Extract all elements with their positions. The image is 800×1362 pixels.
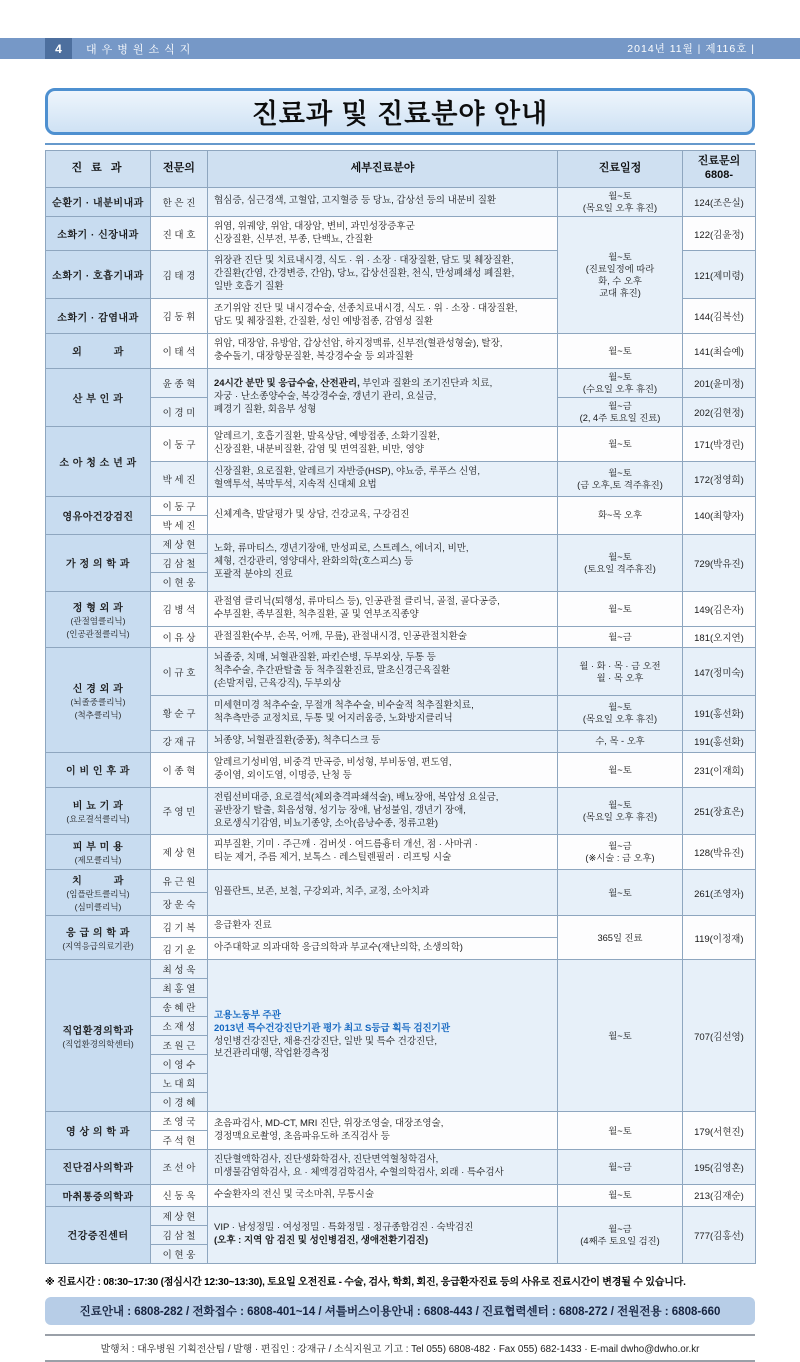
department-name: 응 급 의 학 과 bbox=[66, 927, 130, 939]
doctor-name-cell: 최 성 욱 bbox=[151, 960, 208, 979]
schedule-cell: 월~토 bbox=[558, 870, 683, 916]
specialty-cell: 협심증, 심근경색, 고혈압, 고지혈증 등 당뇨, 갑상선 등의 내분비 질환 bbox=[208, 187, 558, 216]
doctor-name-cell: 한 은 진 bbox=[151, 187, 208, 216]
table-row bbox=[46, 960, 756, 979]
phone-contact-cell: 119(이정재) bbox=[683, 916, 756, 960]
schedule-cell: 월~토 (목요일 오후 휴진) bbox=[558, 187, 683, 216]
schedule-cell: 월~토 (토요일 격주휴진) bbox=[558, 534, 683, 591]
table-row bbox=[46, 696, 756, 731]
specialty-cell: VIP · 남성정밀 · 여성정밀 · 특화정밀 · 정규종합검진 · 숙박검진 (오후 : 지역 암 검진 및 성인병검진, 생애전환기검진) bbox=[208, 1206, 558, 1263]
table-row bbox=[46, 1184, 756, 1206]
table-header bbox=[46, 151, 756, 188]
department-cell bbox=[46, 299, 151, 334]
phone-contact-cell: 144(김복선) bbox=[683, 299, 756, 334]
table-row bbox=[46, 626, 756, 648]
table-row bbox=[46, 461, 756, 496]
doctor-name-cell: 이 동 구 bbox=[151, 427, 208, 462]
doctor-name-cell: 이 현 웅 bbox=[151, 1244, 208, 1263]
doctor-name-cell: 김 동 휘 bbox=[151, 299, 208, 334]
phone-contact-cell: 231(이재희) bbox=[683, 752, 756, 787]
specialty-cell: 전립선비대증, 요로결석(체외충격파쇄석술), 배뇨장애, 복압성 요실금, 골반장기 탈출, 회음성형, 성기능 장애, 남성불임, 갱년기 장애, 요로생식기감염, 비뇨기종양, 소아(음낭수종, 정류고환) bbox=[208, 787, 558, 835]
table-row bbox=[46, 731, 756, 753]
department-cell bbox=[46, 960, 151, 1112]
department-cell bbox=[46, 752, 151, 787]
doctor-name-cell: 황 순 구 bbox=[151, 696, 208, 731]
newsletter-title: 대우병원소식지 bbox=[86, 43, 196, 56]
department-name: 정 형 외 과 bbox=[72, 603, 124, 615]
phone-contact-cell: 195(김영혼) bbox=[683, 1150, 756, 1185]
doctor-name-cell: 신 동 욱 bbox=[151, 1184, 208, 1206]
specialty-cell: 알레르기, 호흡기질환, 발육상담, 예방접종, 소화기질환, 신장질환, 내분비질환, 감염 및 면역질환, 비만, 영양 bbox=[208, 427, 558, 462]
doctor-name-cell: 윤 종 혁 bbox=[151, 368, 208, 397]
department-name: 직업환경의학과 bbox=[62, 1025, 134, 1037]
specialty-cell: 조기위암 진단 및 내시경수술, 선종치료내시경, 식도 · 위 · 소장 · 대장질환, 담도 및 췌장질환, 간질환, 성인 예방접종, 감염성 질환 bbox=[208, 299, 558, 334]
department-cell bbox=[46, 368, 151, 426]
phone-contact-bar: 진료안내 : 6808-282 / 전화접수 : 6808-401~14 / 셔틀버스이용안내 : 6808-443 / 진료협력센터 : 6808-272 / 전원전용 : 6808-660 bbox=[45, 1297, 755, 1325]
phone-contact-cell: 201(윤미정) bbox=[683, 368, 756, 397]
doctor-name-cell: 송 혜 란 bbox=[151, 998, 208, 1017]
phone-contact-cell: 172(정영희) bbox=[683, 461, 756, 496]
phone-contact-cell: 707(김선영) bbox=[683, 960, 756, 1112]
column-header: 진료일정 bbox=[558, 151, 683, 188]
phone-contact-cell: 140(최향자) bbox=[683, 496, 756, 534]
department-cell bbox=[46, 334, 151, 369]
phone-contact-cell: 191(홍선화) bbox=[683, 696, 756, 731]
doctor-name-cell: 이 현 웅 bbox=[151, 572, 208, 591]
table-header-row bbox=[46, 151, 756, 188]
schedule-cell: 월~금 bbox=[558, 626, 683, 648]
table-row bbox=[46, 216, 756, 251]
department-name: 산 부 인 과 bbox=[72, 393, 124, 405]
table-row bbox=[46, 334, 756, 369]
phone-contact-cell: 777(김홍선) bbox=[683, 1206, 756, 1263]
newsletter-page bbox=[0, 38, 800, 1355]
doctor-name-cell: 박 세 진 bbox=[151, 461, 208, 496]
departments-table bbox=[45, 150, 756, 1264]
doctor-name-cell: 조 선 아 bbox=[151, 1150, 208, 1185]
department-cell bbox=[46, 591, 151, 648]
table-body bbox=[46, 187, 756, 1263]
phone-contact-cell: 171(박경린) bbox=[683, 427, 756, 462]
department-name: 마취통증의학과 bbox=[62, 1191, 134, 1203]
clinic-subtitle: (뇌졸중클리닉) bbox=[70, 696, 126, 707]
phone-contact-cell: 191(홍선화) bbox=[683, 731, 756, 753]
schedule-cell: 월~금 (2, 4주 토요일 진료) bbox=[558, 397, 683, 426]
column-header: 세부진료분야 bbox=[208, 151, 558, 188]
clinic-subtitle: (요로결석클리닉) bbox=[66, 814, 130, 825]
department-cell bbox=[46, 1112, 151, 1150]
phone-contact-cell: 128(박유진) bbox=[683, 835, 756, 870]
phone-contact-cell: 124(조은실) bbox=[683, 187, 756, 216]
department-cell bbox=[46, 216, 151, 251]
specialty-cell: 노화, 류마티스, 갱년기장애, 만성피로, 스트레스, 에너지, 비만, 체형, 건강관리, 영양대사, 완화의학(호스피스) 등 포괄적 분야의 진료 bbox=[208, 534, 558, 591]
doctor-name-cell: 장 운 숙 bbox=[151, 893, 208, 916]
department-name: 건강증진센터 bbox=[67, 1231, 129, 1243]
table-row bbox=[46, 916, 756, 938]
table-row bbox=[46, 1112, 756, 1131]
department-cell bbox=[46, 916, 151, 960]
department-name: 치 과 bbox=[72, 876, 124, 888]
department-name: 순환기 · 내분비내과 bbox=[52, 198, 144, 210]
publisher-line: 발행처 : 대우병원 기획전산팀 / 발행 · 편집인 : 강재규 / 소식지원고 기고 : Tel 055) 6808-482 · Fax 055) 682-1433 · E-mail dwho@dwho.or.kr bbox=[45, 1334, 755, 1362]
schedule-cell: 월~토 bbox=[558, 591, 683, 626]
department-name: 비 뇨 기 과 bbox=[72, 801, 124, 813]
specialty-cell: 수술환자의 전신 및 국소마취, 무통시술 bbox=[208, 1184, 558, 1206]
department-name: 이 비 인 후 과 bbox=[66, 766, 130, 778]
doctor-name-cell: 제 상 현 bbox=[151, 1206, 208, 1225]
department-cell bbox=[46, 1150, 151, 1185]
specialty-cell: 알레르기성비염, 비중격 만곡증, 비성형, 부비동염, 편도염, 중이염, 외이도염, 이명증, 난청 등 bbox=[208, 752, 558, 787]
clinic-subtitle: (지역응급의료기관) bbox=[62, 940, 134, 951]
department-name: 영유아건강검진 bbox=[62, 511, 134, 523]
schedule-cell: 월~토 bbox=[558, 752, 683, 787]
phone-contact-cell: 202(김현정) bbox=[683, 397, 756, 426]
phone-contact-cell: 141(최슬예) bbox=[683, 334, 756, 369]
table-row bbox=[46, 427, 756, 462]
specialty-cell: 진단혈액학검사, 진단생화학검사, 진단면역혈청학검사, 미생물감염학검사, 요 · 체액경검학검사, 수혈의학검사, 외래 · 특수검사 bbox=[208, 1150, 558, 1185]
specialty-cell: 뇌졸중, 치매, 뇌혈관질환, 파킨슨병, 두부외상, 두통 등 척추수술, 추간판탈출 등 척추질환진료, 말초신경근육질환 (손발저림, 근육강직), 두부외상 bbox=[208, 648, 558, 696]
schedule-cell: 월~토 (진료일정에 따라 화, 수 오후 교대 휴진) bbox=[558, 216, 683, 333]
doctor-name-cell: 김 삼 철 bbox=[151, 553, 208, 572]
doctor-name-cell: 김 기 복 bbox=[151, 916, 208, 938]
clinic-subtitle: (관절염클리닉) bbox=[70, 616, 126, 627]
clinic-subtitle: (심미클리닉) bbox=[74, 902, 122, 913]
doctor-name-cell: 김 기 운 bbox=[151, 938, 208, 960]
divider-rule bbox=[45, 143, 755, 145]
doctor-name-cell: 이 경 미 bbox=[151, 397, 208, 426]
table-row bbox=[46, 368, 756, 397]
department-cell bbox=[46, 1206, 151, 1263]
phone-contact-cell: 181(오지연) bbox=[683, 626, 756, 648]
phone-contact-cell: 729(박유진) bbox=[683, 534, 756, 591]
department-name: 소화기 · 신장내과 bbox=[57, 230, 139, 242]
schedule-cell: 월~토 bbox=[558, 427, 683, 462]
department-name: 외 과 bbox=[72, 347, 124, 359]
hours-footnote: ※ 진료시간 : 08:30~17:30 (점심시간 12:30~13:30), 토요일 오전진료 - 수술, 검사, 학회, 회진, 응급환자진료 등의 사유로 진료시간이 변경될 수 있습니다. bbox=[45, 1276, 686, 1288]
schedule-cell: 월 · 화 · 목 · 금 오전 월 · 목 오후 bbox=[558, 648, 683, 696]
specialty-cell: 응급환자 진료 bbox=[208, 916, 558, 938]
schedule-cell: 월~금 (※시술 : 금 오후) bbox=[558, 835, 683, 870]
doctor-name-cell: 김 병 석 bbox=[151, 591, 208, 626]
department-cell bbox=[46, 648, 151, 752]
table-row bbox=[46, 591, 756, 626]
department-cell bbox=[46, 835, 151, 870]
schedule-cell: 화~목 오후 bbox=[558, 496, 683, 534]
table-row bbox=[46, 1150, 756, 1185]
column-header: 진 료 과 bbox=[46, 151, 151, 188]
department-name: 신 경 외 과 bbox=[72, 683, 124, 695]
doctor-name-cell: 이 태 석 bbox=[151, 334, 208, 369]
schedule-cell: 월~토 (목요일 오후 휴진) bbox=[558, 696, 683, 731]
doctor-name-cell: 김 태 경 bbox=[151, 251, 208, 299]
phone-contact-cell: 261(조영자) bbox=[683, 870, 756, 916]
doctor-name-cell: 이 경 혜 bbox=[151, 1093, 208, 1112]
phone-contact-cell: 251(장효은) bbox=[683, 787, 756, 835]
table-row bbox=[46, 648, 756, 696]
department-cell bbox=[46, 787, 151, 835]
doctor-name-cell: 이 종 혁 bbox=[151, 752, 208, 787]
doctor-name-cell: 박 세 진 bbox=[151, 515, 208, 534]
department-name: 영 상 의 학 과 bbox=[66, 1127, 130, 1139]
doctor-name-cell: 제 상 현 bbox=[151, 534, 208, 553]
specialty-cell: 관절질환(수부, 손목, 어깨, 무릎), 관절내시경, 인공관절치환술 bbox=[208, 626, 558, 648]
clinic-subtitle: (제모클리닉) bbox=[74, 855, 122, 866]
phone-contact-cell: 149(김은자) bbox=[683, 591, 756, 626]
doctor-name-cell: 조 원 근 bbox=[151, 1036, 208, 1055]
table-row bbox=[46, 496, 756, 515]
specialty-cell: 피부질환, 기미 · 주근깨 · 검버섯 · 여드름흉터 개선, 점 · 사마귀 · 티눈 제거, 주름 제거, 보톡스 · 레스틸렌필러 · 리프팅 시술 bbox=[208, 835, 558, 870]
schedule-cell: 월~토 bbox=[558, 334, 683, 369]
schedule-cell: 수, 목 - 오후 bbox=[558, 731, 683, 753]
column-header: 전문의 bbox=[151, 151, 208, 188]
specialty-cell: 위암, 대장암, 유방암, 갑상선암, 하지정맥류, 신부전(혈관성형술), 탈장, 충수돌기, 대장항문질환, 복강경수술 등 외과질환 bbox=[208, 334, 558, 369]
department-name: 가 정 의 학 과 bbox=[66, 559, 130, 571]
phone-contact-cell: 213(김재순) bbox=[683, 1184, 756, 1206]
doctor-name-cell: 진 대 호 bbox=[151, 216, 208, 251]
specialty-cell: 고용노동부 주관 2013년 특수건강진단기관 평가 최고 S등급 획득 검진기관 성인병건강진단, 채용건강진단, 일반 및 특수 건강진단, 보건관리대행, 작업환경측정 bbox=[208, 960, 558, 1112]
phone-contact-cell: 179(서현진) bbox=[683, 1112, 756, 1150]
clinic-subtitle: (척추클리닉) bbox=[74, 709, 122, 720]
doctor-name-cell: 주 영 민 bbox=[151, 787, 208, 835]
table-row bbox=[46, 534, 756, 553]
schedule-cell: 월~토 (금 오후,토 격주휴진) bbox=[558, 461, 683, 496]
specialty-cell: 신체계측, 발달평가 및 상담, 건강교육, 구강검진 bbox=[208, 496, 558, 534]
department-cell bbox=[46, 1184, 151, 1206]
doctor-name-cell: 노 대 희 bbox=[151, 1074, 208, 1093]
schedule-cell: 월~토 bbox=[558, 1112, 683, 1150]
doctor-name-cell: 이 영 수 bbox=[151, 1055, 208, 1074]
doctor-name-cell: 최 홍 열 bbox=[151, 979, 208, 998]
page-title: 진료과 및 진료분야 안내 bbox=[45, 88, 755, 135]
specialty-cell: 초음파검사, MD-CT, MRI 진단, 위장조영술, 대장조영술, 경정맥요로촬영, 초음파유도하 조직검사 등 bbox=[208, 1112, 558, 1150]
phone-contact-cell: 147(정미숙) bbox=[683, 648, 756, 696]
doctor-name-cell: 주 석 현 bbox=[151, 1131, 208, 1150]
doctor-name-cell: 소 재 성 bbox=[151, 1017, 208, 1036]
doctor-name-cell: 강 재 규 bbox=[151, 731, 208, 753]
specialty-cell: 신장질환, 요로질환, 알레르기 자반증(HSP), 야뇨증, 루푸스 신염, 혈액투석, 복막투석, 지속적 신대체 요법 bbox=[208, 461, 558, 496]
schedule-cell: 월~토 (수요일 오후 휴진) bbox=[558, 368, 683, 397]
table-row bbox=[46, 835, 756, 870]
schedule-cell: 월~토 bbox=[558, 1184, 683, 1206]
phone-contact-cell: 122(김윤정) bbox=[683, 216, 756, 251]
department-cell bbox=[46, 870, 151, 916]
issue-info: 2014년 11월 | 제116호 | bbox=[627, 43, 755, 55]
table-row bbox=[46, 187, 756, 216]
department-cell bbox=[46, 496, 151, 534]
specialty-cell: 관절염 클리닉(퇴행성, 류마티스 등), 인공관절 클리닉, 골절, 골다공증, 수부질환, 족부질환, 척추질환, 골 및 연부조직종양 bbox=[208, 591, 558, 626]
specialty-cell: 위염, 위궤양, 위암, 대장암, 변비, 과민성장증후군 신장질환, 신부전, 부종, 단백뇨, 간질환 bbox=[208, 216, 558, 251]
specialty-cell: 뇌종양, 뇌혈관질환(중풍), 척추디스크 등 bbox=[208, 731, 558, 753]
schedule-cell: 월~금 bbox=[558, 1150, 683, 1185]
doctor-name-cell: 조 영 국 bbox=[151, 1112, 208, 1131]
doctor-name-cell: 제 상 현 bbox=[151, 835, 208, 870]
doctor-name-cell: 유 근 원 bbox=[151, 870, 208, 893]
department-cell bbox=[46, 187, 151, 216]
department-cell bbox=[46, 251, 151, 299]
department-name: 소화기 · 감염내과 bbox=[57, 312, 139, 324]
doctor-name-cell: 이 규 호 bbox=[151, 648, 208, 696]
doctor-name-cell: 김 삼 철 bbox=[151, 1225, 208, 1244]
clinic-subtitle: (임플란트클리닉) bbox=[66, 889, 130, 900]
department-name: 진단검사의학과 bbox=[62, 1163, 134, 1175]
clinic-subtitle: (직업환경의학센터) bbox=[62, 1038, 134, 1049]
schedule-cell: 365일 진료 bbox=[558, 916, 683, 960]
clinic-subtitle: (인공관절클리닉) bbox=[66, 629, 130, 640]
column-header: 진료문의 6808- bbox=[683, 151, 756, 188]
department-name: 소 아 청 소 년 과 bbox=[59, 457, 137, 469]
specialty-cell: 24시간 분만 및 응급수술, 산전관리, 부인과 질환의 조기진단과 치료, 자궁 · 난소종양수술, 복강경수술, 갱년기 관리, 요실금, 폐경기 질환, 회음부 성형 bbox=[208, 368, 558, 426]
table-row bbox=[46, 787, 756, 835]
doctor-name-cell: 이 유 상 bbox=[151, 626, 208, 648]
table-row bbox=[46, 870, 756, 893]
doctor-name-cell: 이 동 구 bbox=[151, 496, 208, 515]
specialty-cell: 위장관 진단 및 치료내시경, 식도 · 위 · 소장 · 대장질환, 담도 및 췌장질환, 간질환(간염, 간경변증, 간암), 당뇨, 갑상선질환, 천식, 만성폐쇄성 폐질환, 일반 호흡기 질환 bbox=[208, 251, 558, 299]
department-name: 소화기 · 호흡기내과 bbox=[52, 271, 144, 283]
department-name: 피 부 미 용 bbox=[72, 842, 124, 854]
schedule-cell: 월~토 (목요일 오후 휴진) bbox=[558, 787, 683, 835]
table-row bbox=[46, 752, 756, 787]
schedule-cell: 월~금 (4째주 토요일 검진) bbox=[558, 1206, 683, 1263]
top-header-bar bbox=[0, 38, 800, 59]
specialty-cell: 임플란트, 보존, 보철, 구강외과, 치주, 교정, 소아치과 bbox=[208, 870, 558, 916]
phone-contact-cell: 121(제미령) bbox=[683, 251, 756, 299]
specialty-cell: 미세현미경 척추수술, 무절개 척추수술, 비수술적 척추질환치료, 척추측만증 교정치료, 두통 및 어지러움증, 노화방지클리닉 bbox=[208, 696, 558, 731]
page-number: 4 bbox=[45, 38, 72, 59]
specialty-cell: 아주대학교 의과대학 응급의학과 부교수(재난의학, 소생의학) bbox=[208, 938, 558, 960]
department-cell bbox=[46, 534, 151, 591]
table-row bbox=[46, 1206, 756, 1225]
department-cell bbox=[46, 427, 151, 497]
schedule-cell: 월~토 bbox=[558, 960, 683, 1112]
